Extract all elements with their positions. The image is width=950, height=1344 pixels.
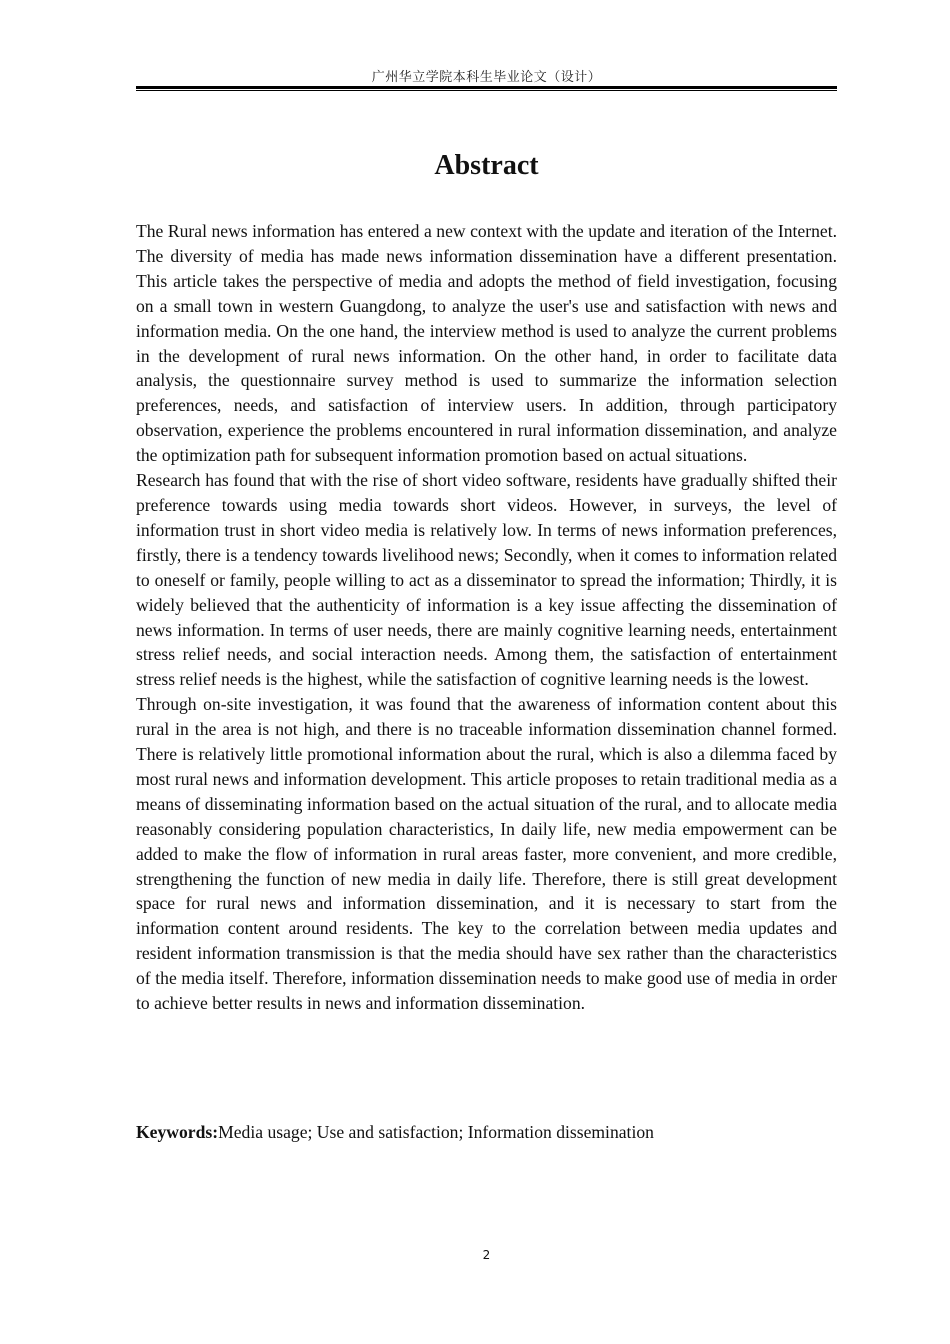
header-rule-thick — [136, 86, 837, 89]
header-rule-thin — [136, 90, 837, 91]
keywords-line — [136, 1120, 837, 1145]
document-title: Abstract — [434, 150, 539, 181]
abstract-body — [136, 219, 837, 1016]
keywords-value: Media usage; Use and satisfaction; Information dissemination — [218, 1122, 654, 1142]
keywords-label: Keywords: — [136, 1122, 219, 1142]
abstract-paragraph-1: The Rural news information has entered a new context with the update and iteration of the Internet. The diversity of media has made news information dissemination have a different presentation. This article takes the perspective of media and adopts the method of field investigation, focusing on a small town in western Guangdong, to analyze the user's use and satisfaction with news and information media. On the one hand, the interview method is used to analyze the current problems in the development of rural news information. On the other hand, in order to facilitate data analysis, the questionnaire survey method is used to summarize the information selection preferences, needs, and satisfaction of interview users. In addition, through participatory observation, experience the problems encountered in rural information dissemination, and analyze the optimization path for subsequent information promotion based on actual situations. — [136, 221, 837, 466]
abstract-paragraph-2: Research has found that with the rise of short video software, residents have gradually shifted their preference towards using media towards short videos. However, in surveys, the level of information trust in short video media is relatively low. In terms of news information preferences, firstly, there is a tendency towards livelihood news; Secondly, when it comes to information related to oneself or family, people willing to act as a disseminator to spread the information; Thirdly, it is widely believed that the authenticity of information is a key issue affecting the dissemination of news information. In terms of user needs, there are mainly cognitive learning needs, entertainment stress relief needs, and social interaction needs. Among them, the satisfaction of entertainment stress relief needs is the highest, while the satisfaction of cognitive learning needs is the lowest. — [136, 470, 837, 690]
page-header-title: 广州华立学院本科生毕业论文（设计） — [371, 70, 602, 85]
page-number: 2 — [482, 1248, 491, 1262]
abstract-paragraph-3: Through on-site investigation, it was found that the awareness of information content about this rural in the area is not high, and there is no traceable information dissemination channel formed. There is relatively little promotional information about the rural, which is also a dilemma faced by most rural news and information development. This article proposes to retain traditional media as a means of disseminating information based on the actual situation of the rural, and to allocate media reasonably considering population characteristics, In daily life, new media empowerment can be added to make the flow of information in rural areas faster, more convenient, and more credible, strengthening the function of new media in daily life. Therefore, there is still great development space for rural news and information dissemination, and it is necessary to start from the information content around residents. The key to the correlation between media updates and resident information transmission is that the media should have sex rather than the characteristics of the media itself. Therefore, information dissemination needs to make good use of media in order to achieve better results in news and information dissemination. — [136, 694, 837, 1014]
